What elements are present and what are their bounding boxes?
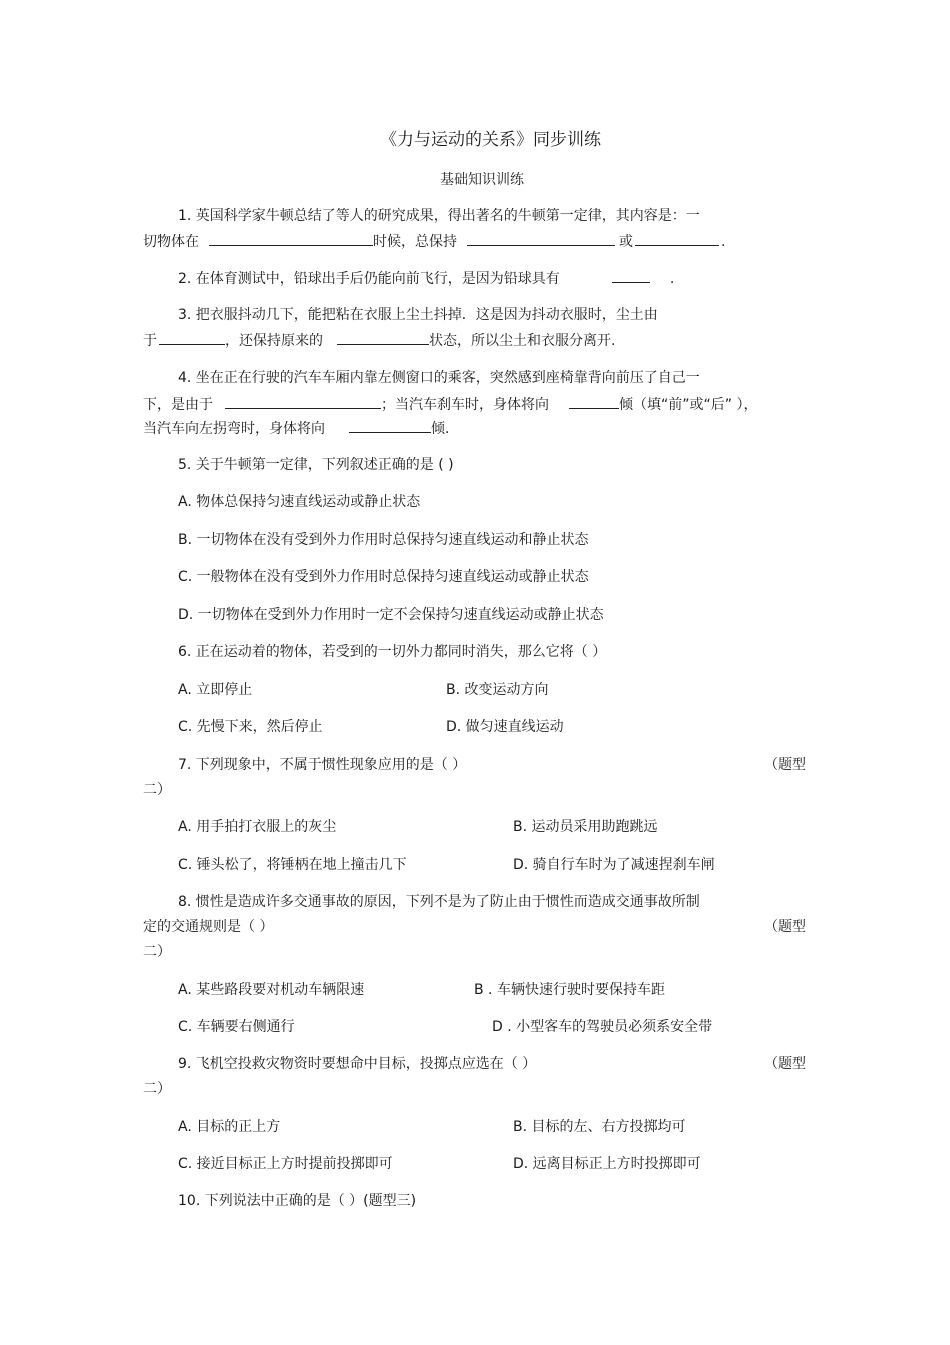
q7-option-a[interactable]: A. 用手拍打衣服上的灰尘	[178, 819, 337, 835]
q7-option-b[interactable]: B. 运动员采用助跑跳远	[513, 819, 658, 835]
q8-option-c[interactable]: C. 车辆要右侧通行	[178, 1019, 295, 1035]
q9-type-tag-cont: 二）	[143, 1081, 171, 1097]
q9-option-c[interactable]: C. 接近目标正上方时提前投掷即可	[178, 1156, 393, 1172]
q7-option-d[interactable]: D. 骑自行车时为了减速捏刹车闸	[513, 857, 715, 873]
question-8-line-1: 8. 惯性是造成许多交通事故的原因，下列不是为了防止由于惯性而造成交通事故所制	[178, 894, 700, 910]
question-2	[178, 268, 674, 289]
q5-option-b[interactable]: B. 一切物体在没有受到外力作用时总保持匀速直线运动和静止状态	[178, 532, 589, 548]
q6-option-b[interactable]: B. 改变运动方向	[446, 682, 549, 698]
q5-option-a[interactable]: A. 物体总保持匀速直线运动或静止状态	[178, 494, 421, 510]
q4-text-e: 倾.	[431, 421, 450, 437]
q4-text-d: 当汽车向左拐弯时，身体将向	[143, 421, 325, 437]
q1-text-b: 时候，总保持	[373, 234, 457, 250]
q2-text: 2. 在体育测试中，铅球出手后仍能向前飞行，是因为铅球具有	[178, 271, 560, 287]
q9-option-d[interactable]: D. 远离目标正上方时投掷即可	[513, 1156, 701, 1172]
question-9-stem: 9. 飞机空投救灾物资时要想命中目标，投掷点应选在（ ）	[178, 1056, 537, 1072]
q9-option-a[interactable]: A. 目标的正上方	[178, 1119, 281, 1135]
q1-text-a: 切物体在	[143, 234, 199, 250]
question-7-stem: 7. 下列现象中，不属于惯性现象应用的是（ ）	[178, 757, 467, 773]
q8-option-a[interactable]: A. 某些路段要对机动车辆限速	[178, 982, 365, 998]
document-title: 《力与运动的关系》同步训练	[380, 130, 601, 150]
q6-option-a[interactable]: A. 立即停止	[178, 682, 253, 698]
q4-blank-2[interactable]	[569, 394, 619, 409]
q1-text-d: .	[721, 234, 726, 250]
q7-option-c[interactable]: C. 锤头松了，将锤柄在地上撞击几下	[178, 857, 407, 873]
q4-blank-1[interactable]	[225, 394, 381, 409]
q8-option-d[interactable]: D . 小型客车的驾驶员必须系安全带	[492, 1019, 713, 1035]
q1-blank-2[interactable]	[467, 231, 615, 246]
q3-text-b: ，还保持原来的	[225, 333, 323, 349]
q8-type-tag-cont: 二）	[143, 944, 171, 960]
q4-text-c: 倾（填“前”或“后” ），	[619, 397, 758, 413]
q3-blank-2[interactable]	[337, 330, 429, 345]
q9-type-tag: （题型	[764, 1056, 806, 1072]
q4-text-b: ；当汽车刹车时，身体将向	[381, 397, 549, 413]
q7-type-tag: （题型	[764, 757, 806, 773]
question-10-stem: 10. 下列说法中正确的是（ ）(题型三)	[178, 1193, 417, 1209]
q2-blank[interactable]	[612, 268, 650, 283]
q4-blank-3[interactable]	[349, 418, 431, 433]
section-heading: 基础知识训练	[440, 172, 524, 188]
q1-blank-3[interactable]	[635, 231, 719, 246]
question-8-line-2: 定的交通规则是（ ）	[143, 919, 274, 935]
question-3-line-1: 3. 把衣服抖动几下，能把粘在衣服上尘土抖掉．这是因为抖动衣服时，尘土由	[178, 307, 658, 323]
q3-text-a: 于	[143, 333, 157, 349]
question-6-stem: 6. 正在运动着的物体，若受到的一切外力都同时消失，那么它将（ ）	[178, 644, 607, 660]
q5-option-c[interactable]: C. 一般物体在没有受到外力作用时总保持匀速直线运动或静止状态	[178, 569, 589, 585]
question-1-line-2	[143, 231, 725, 252]
question-3-line-2	[143, 330, 615, 351]
q8-option-b[interactable]: B . 车辆快速行驶时要保持车距	[474, 982, 665, 998]
q3-text-c: 状态，所以尘土和衣服分离开.	[429, 333, 616, 349]
q8-type-tag: （题型	[764, 919, 806, 935]
q5-option-d[interactable]: D. 一切物体在受到外力作用时一定不会保持匀速直线运动或静止状态	[178, 607, 604, 623]
q6-option-d[interactable]: D. 做匀速直线运动	[446, 719, 564, 735]
q7-type-tag-cont: 二）	[143, 782, 171, 798]
q3-blank-1[interactable]	[159, 330, 225, 345]
q9-option-b[interactable]: B. 目标的左、右方投掷均可	[513, 1119, 686, 1135]
question-1-line-1: 1. 英国科学家牛顿总结了等人的研究成果，得出著名的牛顿第一定律，其内容是：一	[178, 208, 700, 224]
question-4-line-2	[143, 394, 757, 415]
question-5-stem: 5. 关于牛顿第一定律，下列叙述正确的是 ( )	[178, 457, 454, 473]
q2-end: .	[669, 271, 675, 287]
q1-blank-1[interactable]	[209, 231, 373, 246]
q4-text-a: 下，是由于	[143, 397, 213, 413]
question-4-line-3	[143, 418, 449, 439]
q6-option-c[interactable]: C. 先慢下来，然后停止	[178, 719, 323, 735]
question-4-line-1: 4. 坐在正在行驶的汽车车厢内靠左侧窗口的乘客，突然感到座椅靠背向前压了自己一	[178, 370, 700, 386]
q1-text-c: 或	[619, 234, 633, 250]
